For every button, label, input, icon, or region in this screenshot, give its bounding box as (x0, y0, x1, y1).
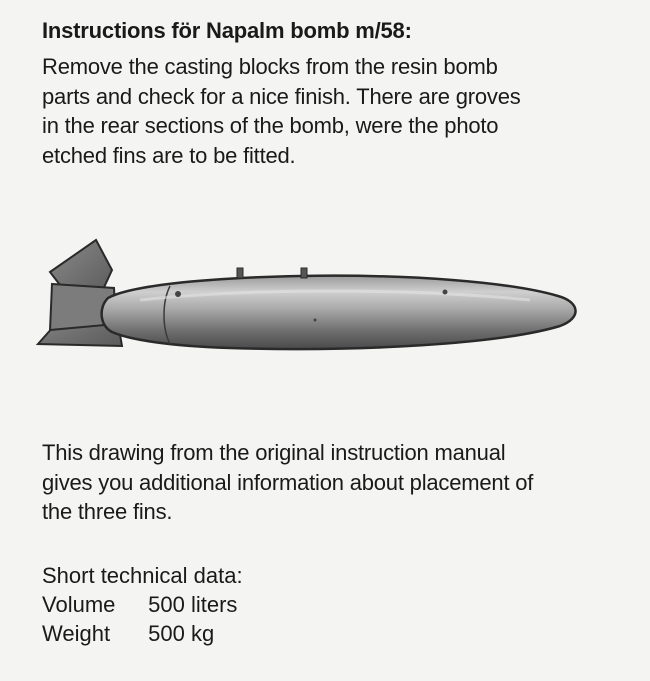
note-line: gives you additional information about placement of (42, 469, 534, 495)
napalm-bomb-drawing-icon (30, 228, 590, 368)
technical-row-weight (42, 619, 214, 648)
technical-value: 500 kg (148, 621, 215, 646)
technical-label: Weight (42, 621, 111, 646)
note-line: the three fins. (42, 499, 173, 524)
intro-line: etched fins are to be fitted. (42, 142, 296, 168)
intro-line: in the rear sections of the bomb, were the photo (42, 113, 499, 138)
intro-paragraph (42, 52, 622, 170)
page-title: Instructions för Napalm bomb m/58: (42, 18, 412, 43)
technical-row-volume (42, 590, 237, 619)
intro-line: parts and check for a nice finish. There are groves (42, 83, 521, 109)
drawing-note-paragraph (42, 438, 622, 527)
technical-value: 500 liters (148, 592, 238, 617)
note-line: This drawing from the original instruction manual (42, 440, 506, 465)
intro-line: Remove the casting blocks from the resin bomb (42, 54, 498, 79)
technical-data-heading: Short technical data: (42, 563, 243, 588)
technical-label: Volume (42, 592, 116, 617)
